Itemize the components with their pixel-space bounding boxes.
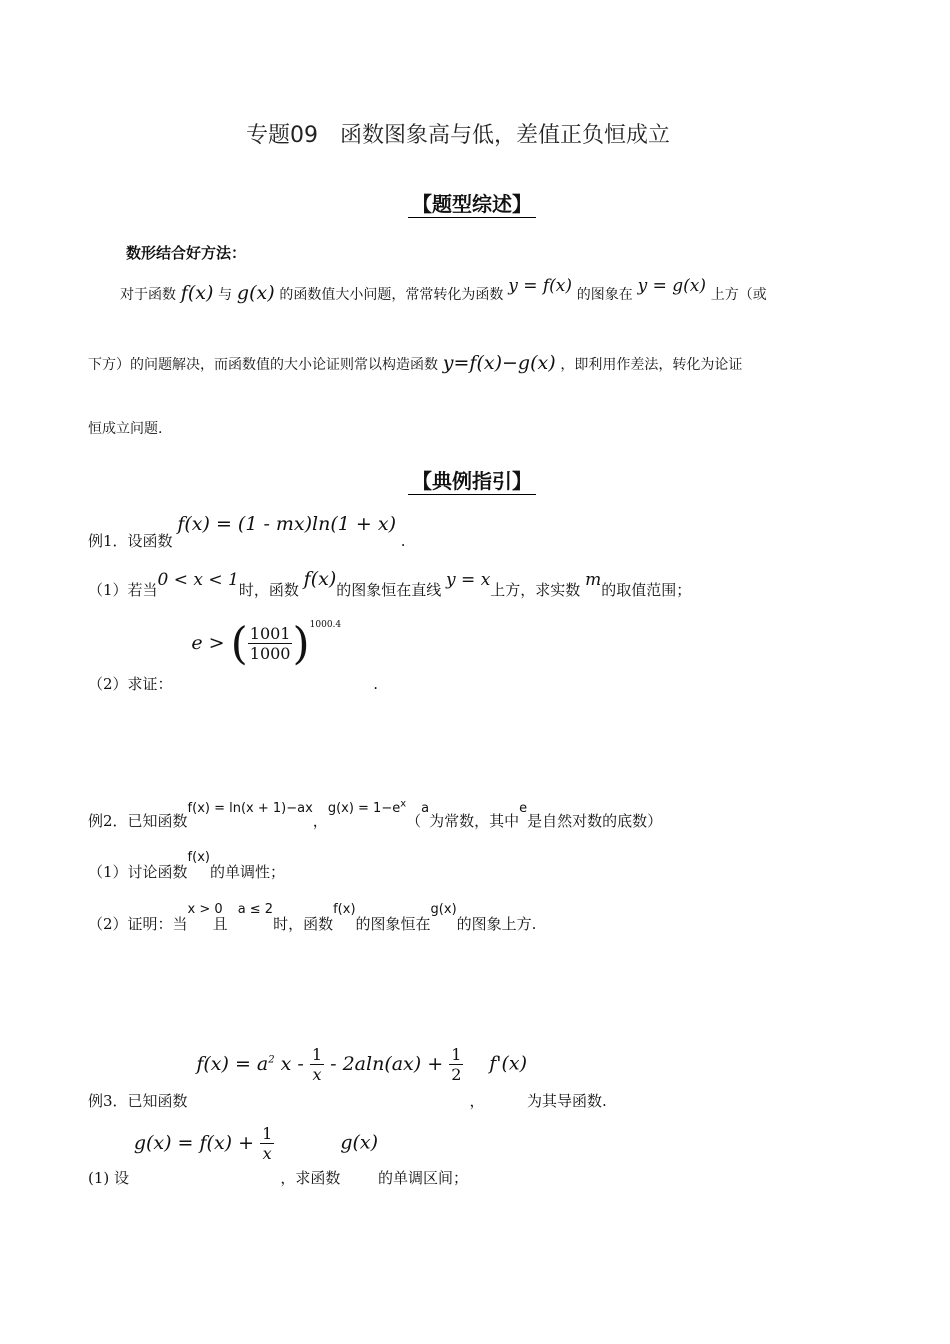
math-fx: f(x) <box>333 902 356 917</box>
q-text: （1）讨论函数 <box>88 863 188 881</box>
fraction-denominator: 1000 <box>249 644 291 663</box>
q-text: 的图象上方. <box>456 915 537 933</box>
fraction <box>260 1124 274 1163</box>
section-heading-examples <box>408 465 536 494</box>
q-text: ，求函数 <box>280 1168 341 1187</box>
example-2-question-1 <box>88 845 285 881</box>
q-text: 的图象恒在 <box>355 915 431 933</box>
fraction <box>248 624 293 663</box>
q-text: 的图象恒在直线 <box>336 581 442 599</box>
example-1-function: f(x) = (1 - mx)ln(1 + x) <box>177 513 396 535</box>
q-text: 时，函数 <box>238 581 299 599</box>
right-paren: ) <box>292 618 310 669</box>
math-fx: f(x) <box>180 282 214 304</box>
overview-text: 下方）的问题解决，而函数值的大小论证则常以构造函数 <box>88 357 438 373</box>
math-e: e > <box>191 631 225 654</box>
method-heading: 数形结合好方法： <box>126 244 247 262</box>
q-text: (1) 设 <box>88 1168 130 1187</box>
math-part: f(x) = a <box>196 1052 269 1075</box>
q-text: 时，函数 <box>273 915 334 933</box>
math-g-def <box>133 1124 281 1163</box>
math-gx: g(x) <box>236 282 275 304</box>
q-text: （2）求证： <box>88 674 173 693</box>
math-part: x - <box>280 1052 304 1075</box>
math-part: - 2aln(ax) + <box>330 1052 444 1075</box>
section-heading-examples-text: 【典例指引】 <box>408 469 536 495</box>
fraction-numerator: 1001 <box>249 624 291 643</box>
section-heading-overview-text: 【题型综述】 <box>408 192 536 218</box>
math-g-exponent: x <box>400 798 407 810</box>
fraction-denominator: x <box>262 1144 272 1163</box>
q-text: 的取值范围； <box>601 581 692 599</box>
period: . <box>400 532 406 550</box>
overview-line-1 <box>120 276 767 304</box>
example-1-statement <box>88 513 406 550</box>
overview-text: 与 <box>218 287 233 303</box>
overview-text: 的函数值大小问题，常常转化为函数 <box>279 287 504 303</box>
fraction-denominator: x <box>312 1065 322 1084</box>
example-1-label: 例1．设函数 <box>88 532 173 550</box>
fraction-numerator: 1 <box>451 1045 462 1064</box>
example-2-label: 例2．已知函数 <box>88 812 188 830</box>
period: . <box>373 674 378 693</box>
q-text: 上方，求实数 <box>490 581 581 599</box>
math-difference: y=f(x)−g(x) <box>442 352 556 374</box>
math-m: m <box>585 570 602 590</box>
math-line: y = x <box>446 570 491 590</box>
example-3-question-1 <box>88 1124 469 1187</box>
math-fprime: f'(x) <box>489 1052 528 1075</box>
example-1-question-1 <box>88 568 692 599</box>
math-condition: 0 < x < 1 <box>157 570 239 590</box>
overview-text: 对于函数 <box>120 287 176 303</box>
math-e: e <box>519 801 528 816</box>
separator: ， <box>312 812 328 830</box>
separator: ， <box>469 1091 485 1110</box>
math-f: f(x) = ln(x + 1)−ax <box>187 801 313 816</box>
fraction <box>310 1045 324 1084</box>
fraction-denominator: 2 <box>451 1065 462 1084</box>
math-inequality <box>191 618 347 669</box>
math-fx: f(x) <box>303 568 337 590</box>
overview-line-2 <box>88 352 742 374</box>
math-g <box>327 798 407 816</box>
math-y-gx: y = g(x) <box>637 276 706 296</box>
q-text: 且 <box>212 915 228 933</box>
math-a: a <box>421 801 430 816</box>
example-1-question-2 <box>88 618 378 693</box>
exponent: 1000.4 <box>309 619 342 630</box>
math-square: 2 <box>268 1054 275 1066</box>
math-a-bound: a ≤ 2 <box>237 902 274 917</box>
math-y-fx: y = f(x) <box>508 276 572 296</box>
overview-text: 上方（或 <box>710 287 767 303</box>
example-2-question-2 <box>88 897 537 933</box>
q-text: 的单调性； <box>209 863 285 881</box>
example-3-label: 例3．已知函数 <box>88 1091 188 1110</box>
math-fx: f(x) <box>187 850 210 865</box>
overview-text: ，即利用作差法，转化为论证 <box>560 357 743 373</box>
example-3-statement <box>88 1045 607 1110</box>
math-part: g(x) = f(x) + <box>133 1131 255 1154</box>
q-text: 为常数，其中 <box>429 812 520 830</box>
left-paren: ( <box>230 618 248 669</box>
math-g-base: g(x) = 1−e <box>327 801 401 816</box>
fraction <box>449 1045 463 1084</box>
q-text: 是自然对数的底数） <box>527 812 663 830</box>
math-x-positive: x > 0 <box>187 902 223 917</box>
q-text: 为其导函数. <box>527 1091 607 1110</box>
q-text: （2）证明：当 <box>88 915 188 933</box>
q-text: （ <box>406 812 422 830</box>
fraction-numerator: 1 <box>262 1124 273 1143</box>
example-2-statement <box>88 796 663 830</box>
q-text: （1）若当 <box>88 581 158 599</box>
q-text: 的单调区间； <box>378 1168 469 1187</box>
section-heading-overview <box>408 188 536 217</box>
page-title: 专题09 函数图象高与低，差值正负恒成立 <box>246 123 670 148</box>
overview-text: 的图象在 <box>576 287 633 303</box>
overview-line-3: 恒成立问题. <box>88 421 163 437</box>
math-gx: g(x) <box>340 1131 379 1154</box>
example-3-function <box>196 1045 469 1084</box>
fraction-numerator: 1 <box>311 1045 323 1064</box>
math-gx: g(x) <box>430 902 457 917</box>
